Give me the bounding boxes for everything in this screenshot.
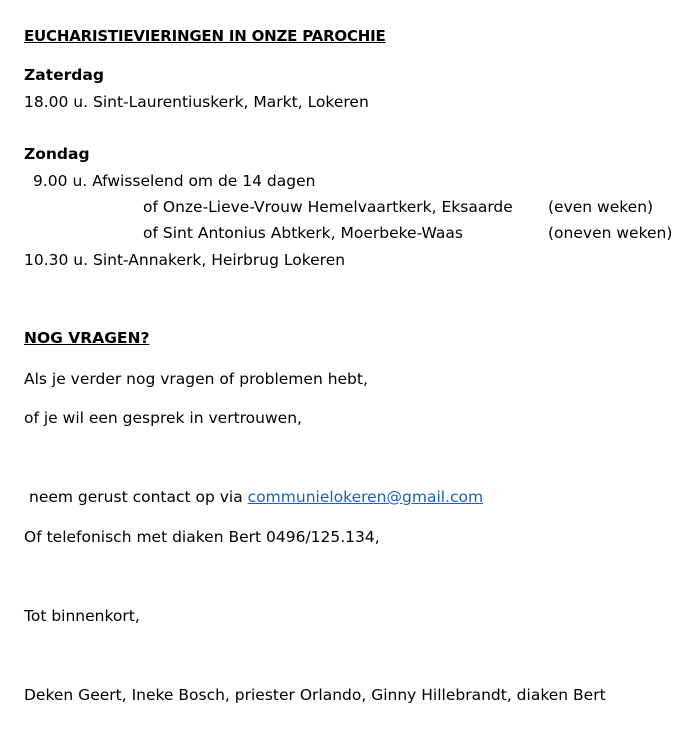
email-link[interactable]: communielokeren@gmail.com bbox=[247, 488, 484, 506]
sunday-alt-1-note: (even weken) bbox=[548, 198, 654, 216]
sunday-mass-line-1: 9.00 u. Afwisselend om de 14 dagen bbox=[33, 172, 316, 190]
contact-line bbox=[29, 487, 483, 507]
questions-line-2: of je wil een gesprek in vertrouwen, bbox=[24, 409, 302, 427]
mass-heading: EUCHARISTIEVIERINGEN IN ONZE PAROCHIE bbox=[24, 27, 386, 45]
sunday-alt-2-place: of Sint Antonius Abtkerk, Moerbeke-Waas bbox=[143, 224, 463, 242]
questions-line-1: Als je verder nog vragen of problemen hebt, bbox=[24, 370, 368, 388]
questions-heading: NOG VRAGEN? bbox=[24, 329, 150, 347]
saturday-label: Zaterdag bbox=[24, 66, 104, 84]
sunday-label: Zondag bbox=[24, 145, 90, 163]
signature-line: Deken Geert, Ineke Bosch, priester Orlando, Ginny Hillebrandt, diaken Bert bbox=[24, 686, 606, 704]
contact-prefix: neem gerust contact op via bbox=[29, 488, 248, 506]
closing-line: Tot binnenkort, bbox=[24, 607, 140, 625]
saturday-mass-line: 18.00 u. Sint-Laurentiuskerk, Markt, Lokeren bbox=[24, 93, 369, 111]
phone-line: Of telefonisch met diaken Bert 0496/125.134, bbox=[24, 528, 380, 546]
sunday-alt-1-place: of Onze-Lieve-Vrouw Hemelvaartkerk, Eksaarde bbox=[143, 198, 513, 216]
sunday-mass-line-2: 10.30 u. Sint-Annakerk, Heirbrug Lokeren bbox=[24, 251, 346, 269]
sunday-alt-2-note: (oneven weken) bbox=[548, 224, 673, 242]
